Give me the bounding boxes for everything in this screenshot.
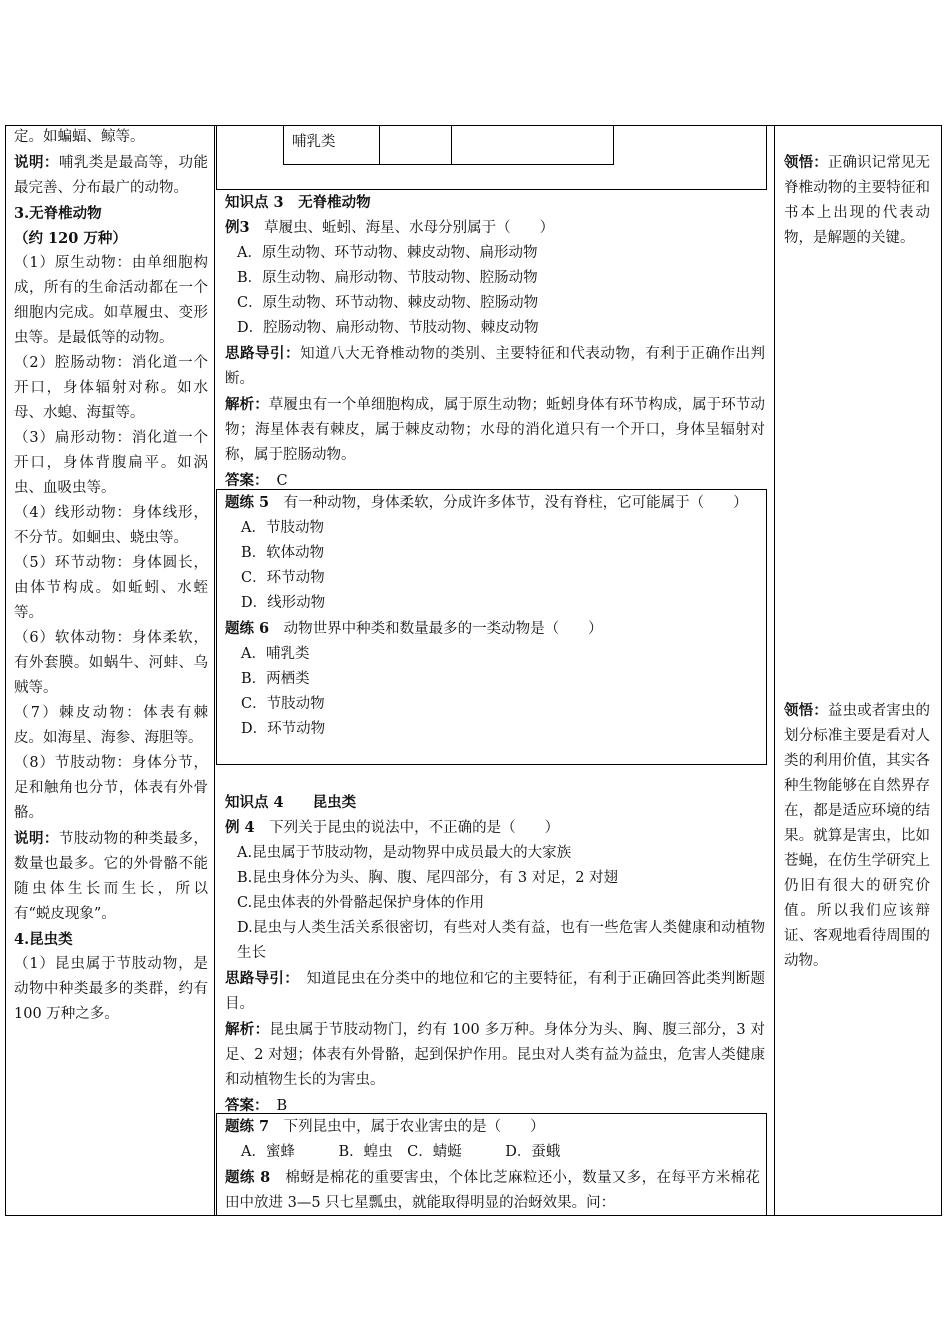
- guide-text: 知道八大无脊椎动物的类别、主要特征和代表动物，有利于正确作出判断。: [225, 346, 766, 387]
- answer-label: 答案：: [225, 472, 269, 489]
- analysis-text: 草履虫有一个单细胞构成，属于原生动物；蚯蚓身体有环节构成，属于环节动物；海星体表有棘皮，属于棘皮动物；水母的消化道只有一个开口，身体呈辐射对称，属于腔肠动物。: [225, 397, 766, 463]
- phylum-2: （2）腔肠动物：消化道一个开口，身体辐射对称。如水母、水螅、海蜇等。: [14, 355, 208, 421]
- answer-text: B: [276, 1098, 288, 1114]
- exercise-5-option-d: D．线形动物: [241, 595, 326, 611]
- exercise-7-options: A．蜜蜂 B．蝗虫 C．蜻蜓 D．蚕蛾: [241, 1144, 561, 1160]
- analysis-label: 解析：: [225, 1021, 270, 1038]
- example-3-question: [225, 215, 765, 241]
- guide-label: 思路导引：: [225, 345, 301, 362]
- phylum-6: （6）软体动物：身体柔软，有外套膜。如蜗牛、河蚌、乌贼等。: [14, 630, 208, 696]
- kp3-block: [225, 190, 765, 494]
- example-4-option-b: B.昆虫身体分为头、胸、腹、尾四部分，有 3 对足，2 对翅: [237, 870, 619, 886]
- left-note-2: [14, 826, 208, 927]
- exercise-6-option-a: A．哺乳类: [241, 646, 310, 662]
- example-3-option-c: C．原生动物、环节动物、棘皮动物、腔肠动物: [237, 295, 539, 311]
- mammal-table-col-2: [451, 125, 452, 165]
- exercise-block-7-8: [225, 1114, 760, 1216]
- analysis-4: [225, 1017, 765, 1093]
- table-left-border: [5, 125, 6, 1216]
- exercise-6-option-c: C．节肢动物: [241, 696, 325, 712]
- answer-label: 答案：: [225, 1097, 269, 1114]
- exercise-block-5-6: [225, 490, 760, 742]
- phylum-3: （3）扁形动物：消化道一个开口，身体背腹扁平。如涡虫、血吸虫等。: [14, 430, 208, 496]
- kp3-title: 知识点 3 无脊椎动物: [225, 194, 371, 211]
- insight-label: 领悟：: [784, 702, 828, 719]
- insight-1: [784, 150, 930, 251]
- mammal-table-col-1: [379, 125, 380, 165]
- insect-point-1: （1）昆虫属于节肢动物，是动物中种类最多的类群，约有 100 万种之多。: [14, 956, 208, 1022]
- note-label: 说明：: [14, 830, 59, 847]
- exercise-5-option-b: B．软体动物: [241, 545, 325, 561]
- analysis-label: 解析：: [225, 396, 269, 413]
- mammal-table-cell: 哺乳类: [292, 134, 336, 150]
- phylum-4: （4）线形动物：身体线形，不分节。如蛔虫、蛲虫等。: [14, 505, 208, 546]
- example-text: 下列关于昆虫的说法中，不正确的是（ ）: [254, 820, 560, 836]
- exercise-6-option-b: B．两栖类: [241, 671, 310, 687]
- example-3-option-b: B．原生动物、扁形动物、节肢动物、腔肠动物: [237, 270, 538, 286]
- phylum-8: （8）节肢动物：身体分节，足和触角也分节，体表有外骨骼。: [14, 755, 208, 821]
- insight-label: 领悟：: [784, 154, 828, 171]
- example-4-question: [225, 815, 765, 841]
- section-3-title: 3.无脊椎动物: [14, 205, 102, 222]
- exercise-label: 题练 5: [225, 494, 270, 511]
- column-divider-1: [214, 125, 215, 1216]
- note-text: 节肢动物的种类最多，数量也最多。它的外骨骼不能随虫体生长而生长，所以有“蜕皮现象”。: [14, 831, 208, 922]
- section-4-title: 4.昆虫类: [14, 931, 73, 948]
- exercise-text: 动物世界中种类和数量最多的一类动物是（ ）: [269, 621, 603, 637]
- left-line-1: 定。如蝙蝠、鲸等。: [14, 129, 145, 145]
- exercise-label: 题练 8: [225, 1169, 271, 1186]
- example-4-option-d: D.昆虫与人类生活关系很密切，有些对人类有益，也有一些危害人类健康和动植物生长: [237, 920, 765, 961]
- guide-text: 知道昆虫在分类中的地位和它的主要特征，有利于正确回答此类判断题目。: [225, 971, 766, 1012]
- phylum-5: （5）环节动物：身体圆长，由体节构成。如蚯蚓、水蛭等。: [14, 555, 208, 621]
- insight-2: [784, 698, 930, 974]
- right-note-2: [784, 698, 930, 974]
- analysis-3: [225, 392, 765, 468]
- example-3-option-a: A．原生动物、环节动物、棘皮动物、扁形动物: [237, 245, 538, 261]
- exercise-7-question: [225, 1114, 760, 1140]
- exercise-text: 有一种动物，身体柔软，分成许多体节，没有脊柱，它可能属于（ ）: [269, 495, 748, 511]
- answer-text: C: [276, 473, 288, 489]
- left-note-1: [14, 150, 208, 201]
- exercise-6-option-d: D．环节动物: [241, 721, 326, 737]
- exercise-5-option-a: A．节肢动物: [241, 520, 324, 536]
- phylum-7: （7）棘皮动物：体表有棘皮。如海星、海参、海胆等。: [14, 705, 208, 746]
- insight-text: 益虫或者害虫的划分标准主要是看对人类的利用价值，其实各种生物能够在自然界存在，都是适应环境的结果。就算是害虫，比如苍蝇，在仿生学研究上仍旧有很大的研究价值。所以我们应该辩证、客观地看待周围的动物。: [784, 703, 931, 969]
- analysis-text: 昆虫属于节肢动物门，约有 100 多万种。身体分为头、胸、腹三部分，3 对足、2 对翅；体表有外骨骼，起到保护作用。昆虫对人类有益为益虫，危害人类健康和动植物生长的为害虫。: [225, 1022, 766, 1088]
- left-column: [14, 125, 208, 1027]
- phylum-1: （1）原生动物：由单细胞构成，所有的生命活动都在一个细胞内完成。如草履虫、变形虫等。是最低等的动物。: [14, 255, 208, 346]
- example-4-option-a: A.昆虫属于节肢动物，是动物界中成员最大的大家族: [237, 845, 572, 861]
- guide-label: 思路导引：: [225, 970, 292, 987]
- table-right-border: [941, 125, 942, 1216]
- kp4-block: [225, 790, 765, 1119]
- exercise-5-option-c: C．环节动物: [241, 570, 325, 586]
- example-4-option-c: C.昆虫体表的外骨骼起保护身体的作用: [237, 895, 485, 911]
- note-label: 说明：: [14, 154, 59, 171]
- column-divider-2: [774, 125, 775, 1216]
- guide-4: [225, 966, 765, 1017]
- example-text: 草履虫、蚯蚓、海星、水母分别属于（ ）: [249, 220, 555, 236]
- insight-text: 正确识记常见无脊椎动物的主要特征和书本上出现的代表动物，是解题的关键。: [784, 155, 931, 246]
- right-note-1: [784, 150, 930, 251]
- section-3-subtitle: （约 120 万种）: [14, 230, 127, 247]
- exercise-label: 题练 7: [225, 1118, 270, 1135]
- kp4-title: 知识点 4 昆虫类: [225, 794, 357, 811]
- exercise-8-question: [225, 1165, 760, 1216]
- example-label: 例 4: [225, 819, 255, 836]
- example-3-option-d: D．腔肠动物、扁形动物、节肢动物、棘皮动物: [237, 320, 539, 336]
- exercise-label: 题练 6: [225, 620, 270, 637]
- note-text: 哺乳类是最高等，功能最完善、分布最广的动物。: [14, 155, 208, 196]
- exercise-text: 下列昆虫中，属于农业害虫的是（ ）: [269, 1119, 545, 1135]
- guide-3: [225, 341, 765, 392]
- exercise-6-question: [225, 616, 760, 642]
- exercise-5-question: [225, 490, 760, 516]
- exercise-text: 棉蚜是棉花的重要害虫，个体比芝麻粒还小，数量又多，在每平方米棉花田中放进 3—5 只七星瓢虫，就能取得明显的治蚜效果。问：: [225, 1170, 760, 1211]
- example-label: 例3: [225, 219, 250, 236]
